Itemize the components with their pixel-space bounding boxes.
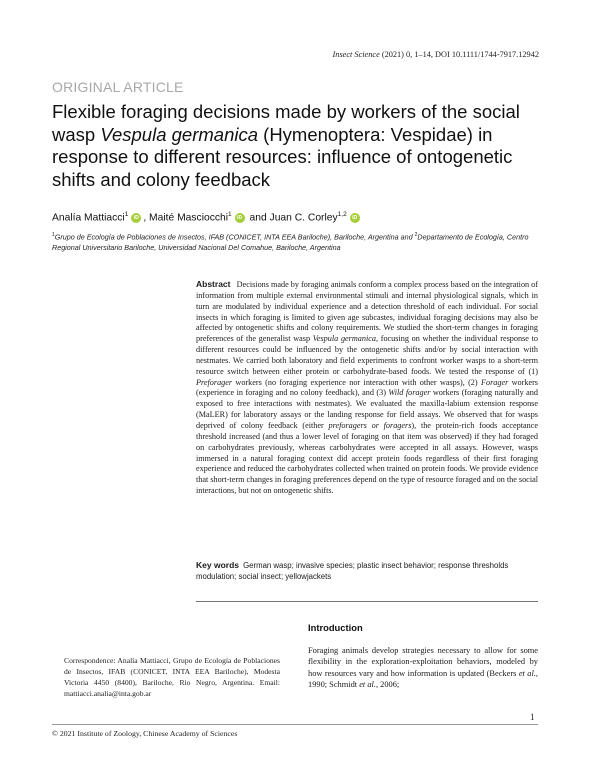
copyright: © 2021 Institute of Zoology, Chinese Academy of Sciences [52, 729, 238, 738]
affil-text: Departamento de Ecología, Centro Regional Universitario Bariloche, Universidad Nacional Del Comahue, Bariloche, Argentina [52, 232, 529, 252]
author-name[interactable]: Juan C. Corley [269, 212, 338, 224]
author-affil-marker: 1 [228, 211, 232, 218]
affil-marker: 1 [52, 232, 55, 238]
abstract [196, 279, 538, 497]
intro-text: Foraging animals develop strategies necessary to allow for some flexibility in the exploration-exploitation behaviors, modeled by how resources vary and how information is updated (Beckers [308, 646, 538, 678]
keywords-label: Key words [196, 560, 239, 570]
abstract-term: preforagers or foragers [328, 420, 412, 430]
intro-text: , 1990; Schmidt [308, 668, 538, 689]
abstract-species: Vespula germanica [312, 334, 376, 344]
abstract-text: , focusing on whether the individual response to different resources could be influenced by the ontogenetic shifts and/or by social interaction with nestmates. We carried both laboratory and field experiments to confront worker wasps to a short-term resource switch between either protein or carbohydrate-based foods. We tested the response of (1) [196, 334, 538, 376]
abstract-label: Abstract [196, 279, 231, 289]
abstract-text: ), the protein-rich foods acceptance threshold increased (and thus a lower level of foraging on that item was observed) if they had foraged on carbohydrates previously, whereas carbohydrates were accepted in all assays. However, wasps immersed in a natural foraging context did accept protein foods regardless of their first foraging experience and reduced the carbohydrates collected when trained on protein foods. We provide evidence that short-term changes in foraging preferences depend on the type of resource foraged and on the social interactions, but not on ontogenetic shifts. [196, 420, 539, 496]
abstract-term: Forager [480, 377, 509, 387]
author-affil-marker: 1 [124, 211, 129, 218]
intro-etal: et al. [359, 679, 376, 689]
keywords-text: German wasp; invasive species; plastic insect behavior; response thresholds modulation; social insect; yellowjackets [196, 561, 509, 581]
page-number: 1 [530, 712, 535, 722]
journal-name: Insect Science [332, 50, 380, 59]
author-separator: , [143, 212, 150, 224]
author-affil-marker: 1,2 [337, 211, 347, 218]
citation-details: (2021) 0, 1–14, DOI 10.1111/1744-7917.12942 [379, 50, 539, 59]
author-name[interactable]: Analía Mattiacci [52, 212, 125, 224]
keywords [196, 560, 538, 582]
title-species: Vespula germanica [100, 123, 259, 145]
abstract-term: Wild forager [388, 388, 431, 398]
abstract-term: Preforager [196, 377, 233, 387]
correspondence: Correspondence: Analía Mattiacci, Grupo de Ecología de Poblaciones de Insectos, IFAB (CONICET, INTA EEA Bariloche), Modesta Victoria 4450 (8400), Bariloche, Rio Negro, Argentina. Email: mattiacci.analia@inta.gob.ar [64, 656, 280, 698]
affiliations [52, 230, 542, 254]
abstract-text: workers (no foraging experience nor interaction with other wasps), (2) [232, 377, 481, 387]
section-label: ORIGINAL ARTICLE [52, 79, 184, 95]
title-text: Flexible foraging decisions made by workers of the social wasp [52, 101, 520, 145]
title-text-rest: (Hymenoptera: Vespidae) in response to different resources: influence of ontogenetic shifts and colony feedback [52, 123, 513, 190]
section-divider [196, 601, 538, 602]
affil-marker: 2 [414, 232, 418, 238]
journal-citation [0, 50, 539, 59]
intro-etal: et al. [518, 668, 536, 678]
introduction-heading: Introduction [308, 622, 363, 633]
abstract-text: Decisions made by foraging animals conform a complex process based on the integration of information from multiple external environmental stimuli and internal physiological signals, which in turn are modulated by individual experience and a detection threshold of each individual. For social insects in which foraging is limited to given age subcastes, individual foraging decisions may also be affected by ontogenetic shifts and colony requirements. We studied the short-term changes in foraging preferences of the generalist wasp [196, 280, 539, 344]
author-separator: and [246, 212, 270, 224]
abstract-text: workers (experience in foraging and no colony feedback), and (3) [196, 377, 538, 398]
orcid-icon[interactable]: iD [350, 213, 360, 223]
author-name[interactable]: Maité Masciocchi [149, 212, 229, 224]
author-list [52, 211, 362, 223]
article-title [52, 101, 552, 191]
affil-text: Grupo de Ecología de Poblaciones de Insectos, IFAB (CONICET, INTA EEA Bariloche), Bariloche, Argentina and [54, 232, 415, 242]
abstract-text: workers (foraging naturally and exposed to free interactions with nestmates). We evaluated the maxilla-labium extension response (MaLER) for laboratory assays or the landing response for field assays. We observed that for wasps deprived of colony feedback (either [196, 388, 538, 430]
intro-text: , 2006; [375, 679, 400, 689]
orcid-icon[interactable]: iD [131, 213, 141, 223]
footer-divider [52, 724, 538, 725]
introduction-text [308, 645, 538, 690]
orcid-icon[interactable]: iD [235, 213, 245, 223]
